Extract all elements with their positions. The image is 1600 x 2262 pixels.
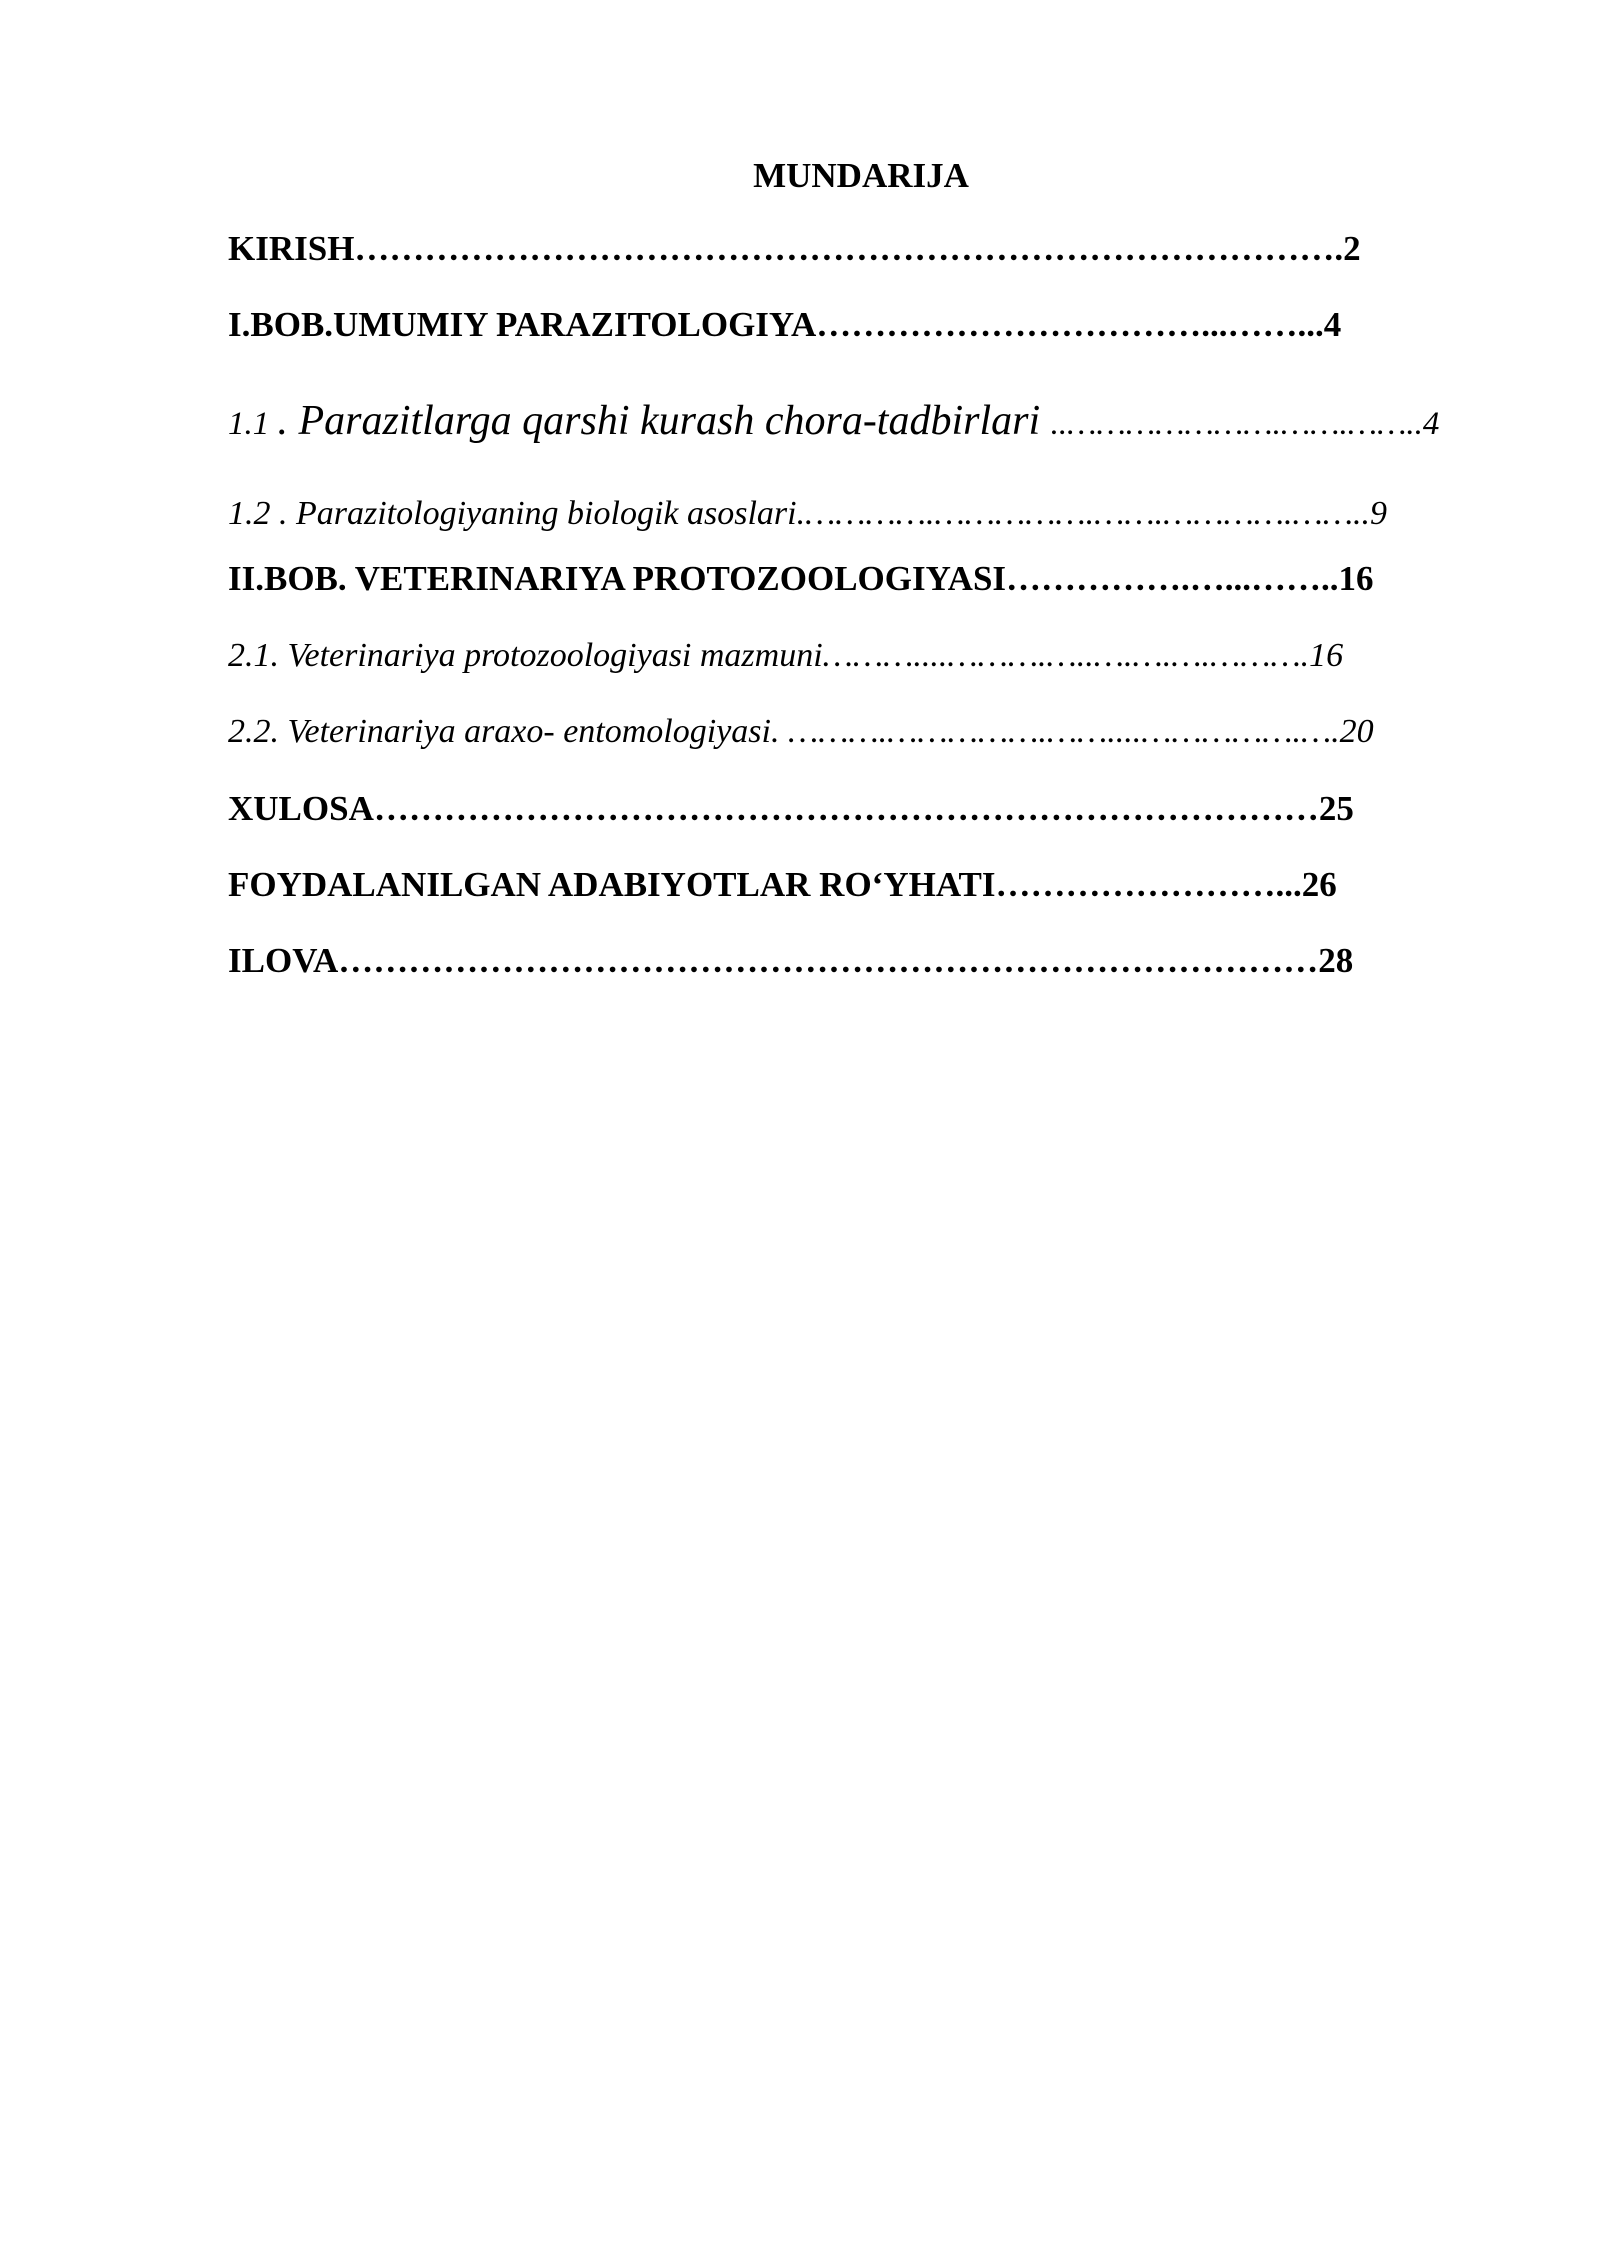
toc-entry-section-2-1: 2.1. Veterinariya protozoologiyasi mazmuni………....……….…..….….….……….16 [228,637,1344,674]
toc-entry-chapter-1: I.BOB.UMUMIY PARAZITOLOGIYA……………………………...……...4 [228,305,1342,344]
toc-entry-ilova: ILOVA…………………………………………………………………………28 [228,941,1354,980]
toc-entry-section-1-1 [228,396,1439,446]
toc-entry-section-2-2: 2.2. Veterinariya araxo- entomologiyasi. ……….…………….……....…………….….20 [228,713,1374,750]
toc-entry-chapter-2: II.BOB. VETERINARIYA PROTOZOOLOGIYASI…………….…...……..16 [228,559,1374,598]
section-1-1-number: 1.1 [228,406,278,442]
toc-entry-kirish: KIRISH………………………………………………………………………….2 [228,229,1361,268]
toc-entry-xulosa: XULOSA………………………………………………………………………25 [228,789,1354,828]
toc-entry-section-1-2: 1.2 . Parazitologiyaning biologik asoslari.………….…………….…….………….……..9 [228,495,1388,532]
toc-heading: MUNDARIJA [753,156,969,195]
toc-entry-references: FOYDALANILGAN ADABIYOTLAR RO‘YHATI……………………...26 [228,865,1337,904]
section-1-1-title: . Parazitlarga qarshi kurash chora-tadbirlari [277,398,1051,444]
section-1-1-leader: ..………………….…….……..4 [1050,406,1440,442]
